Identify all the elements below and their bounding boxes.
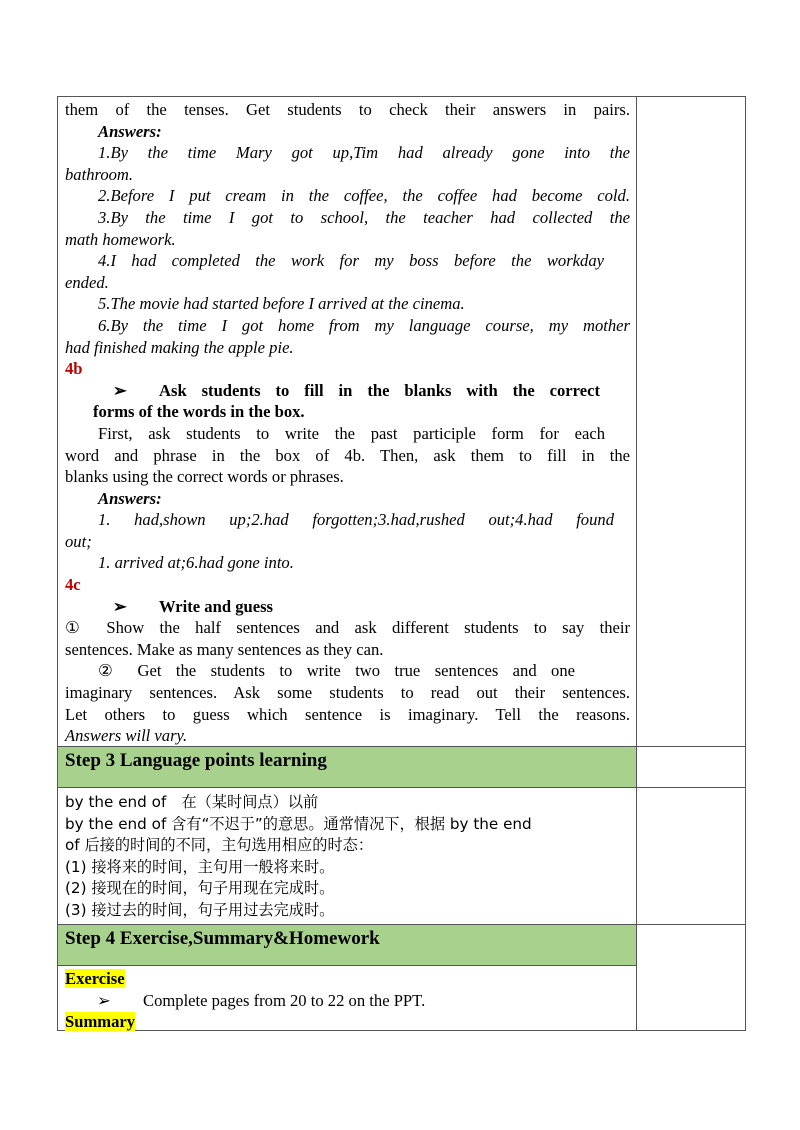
activity-cell (58, 97, 637, 747)
answer-line: 5.The movie had started before I arrived at the cinema. (98, 294, 465, 314)
notes-cell (637, 925, 746, 1031)
step4-title: Step 4 Exercise,Summary&Homework (65, 928, 380, 949)
section-label-4b: 4b (65, 359, 83, 379)
answer-4b-line: out; (65, 531, 92, 551)
answer-line: ended. (65, 272, 109, 292)
language-point-line: by the end of 在（某时间点）以前 (65, 793, 319, 811)
exercise-item (65, 990, 630, 1012)
notes-cell (637, 747, 746, 788)
answer-4b-line: 1. had,shown up;2.had forgotten;3.had,rushed out;4.had found (98, 510, 614, 530)
lesson-plan-table (57, 96, 743, 1031)
activity-row (58, 97, 746, 747)
answer-line: 1.By the time Mary got up,Tim had already gone into the (98, 143, 630, 163)
answers-vary-text: Answers will vary. (65, 726, 188, 746)
language-point-line: (1) 接将来的时间，主句用一般将来时。 (65, 857, 335, 876)
summary-label: Summary (65, 1012, 136, 1032)
answers-label: Answers: (98, 488, 162, 508)
step3-title: Step 3 Language points learning (65, 750, 327, 771)
answer-line: 4.I had completed the work for my boss before the workday (98, 251, 604, 271)
step3-header-row (58, 747, 746, 788)
task-4b-line1: Ask students to fill in the blanks with the correct (159, 380, 600, 400)
arrow-bullet-icon: ➢ (97, 990, 111, 1010)
task-4b-line2: forms of the words in the box. (93, 402, 305, 422)
answer-line: had finished making the apple pie. (65, 337, 294, 357)
desc-4c-line: Let others to guess which sentence is imaginary. Tell the reasons. (65, 704, 630, 724)
answer-line: 3.By the time I got to school, the teacher had collected the (98, 207, 630, 227)
arrow-bullet-icon: ➢ (113, 596, 127, 616)
arrow-bullet-icon: ➢ (113, 380, 127, 400)
desc-4b-line: blanks using the correct words or phrases. (65, 467, 344, 487)
desc-4b-line: First, ask students to write the past participle form for each (98, 423, 605, 443)
desc-4b-line: word and phrase in the box of 4b. Then, ask them to fill in the (65, 445, 630, 465)
desc-4c-line: imaginary sentences. Ask some students to read out their sentences. (65, 683, 630, 703)
task-4c-heading (65, 596, 630, 618)
desc-4c-line: sentences. Make as many sentences as they can. (65, 639, 384, 659)
answer-line: bathroom. (65, 164, 134, 184)
answer-line: 2.Before I put cream in the coffee, the coffee had become cold. (98, 186, 630, 206)
language-point-line: (2) 接现在的时间，句子用现在完成时。 (65, 879, 335, 898)
desc-4c-line: ① Show the half sentences and ask different students to say their (65, 618, 630, 638)
step4-header-row (58, 925, 746, 966)
step3-content-row (58, 788, 746, 925)
intro-text: them of the tenses. Get students to check their answers in pairs. (65, 100, 630, 119)
answer-4b-line: 1. arrived at;6.had gone into. (98, 553, 294, 573)
language-point-line: of 后接的时间的不同，主句选用相应的时态： (65, 836, 374, 855)
answer-line: math homework. (65, 229, 176, 249)
notes-cell (637, 788, 746, 925)
exercise-label: Exercise (65, 969, 125, 988)
exercise-item-text: Complete pages from 20 to 22 on the PPT. (143, 990, 426, 1010)
answer-line: 6.By the time I got home from my language course, my mother (98, 315, 630, 335)
language-point-line: (3) 接过去的时间，句子用过去完成时。 (65, 900, 335, 919)
language-point-line: by the end of 含有“不迟于”的意思。通常情况下，根据 by the end (65, 814, 532, 833)
task-4b-heading (65, 380, 630, 402)
task-4c-text: Write and guess (159, 596, 274, 616)
section-label-4c: 4c (65, 575, 81, 595)
desc-4c-line: ② Get the students to write two true sentences and one (98, 661, 575, 681)
notes-cell (637, 97, 746, 747)
answers-label: Answers: (98, 121, 162, 141)
